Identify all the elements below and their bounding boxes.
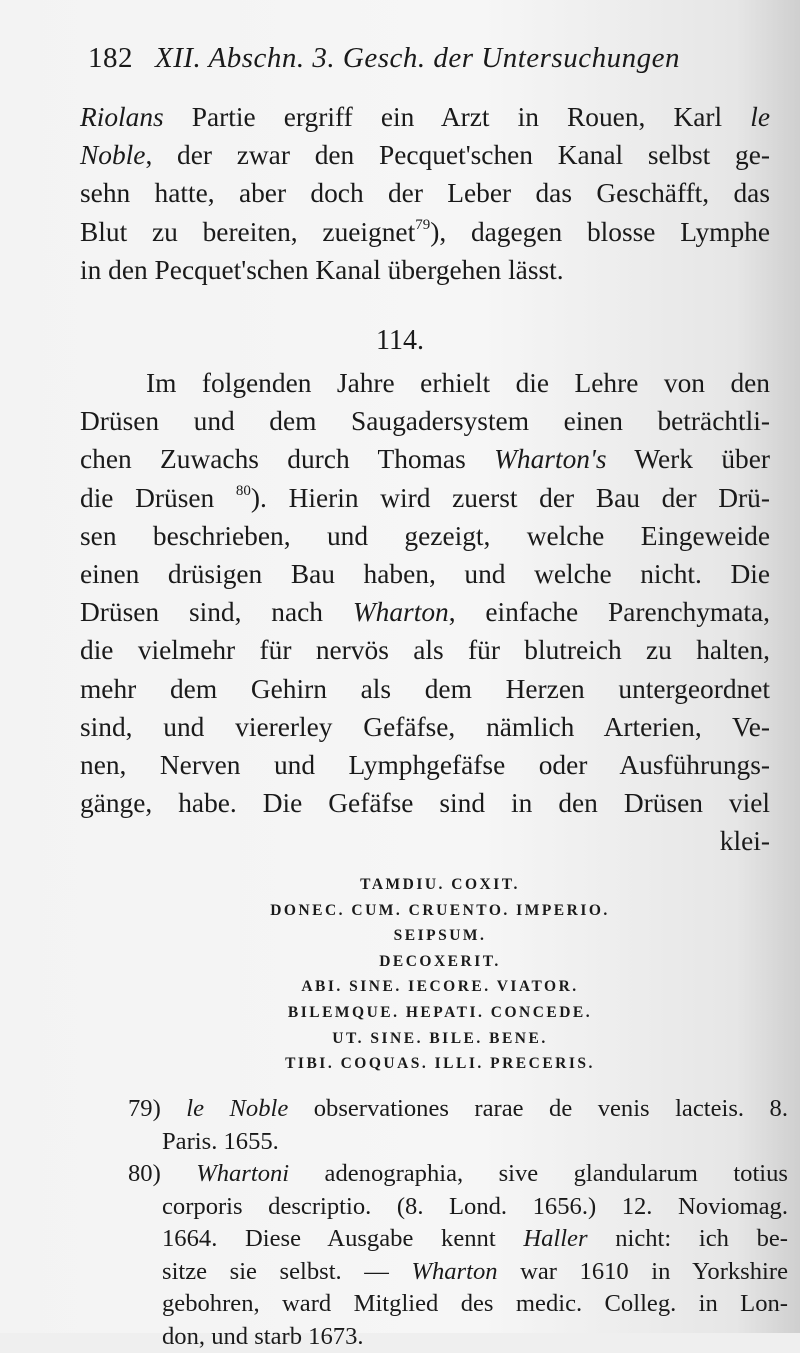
page-number: 182: [88, 42, 133, 74]
section-number: 114.: [0, 325, 800, 357]
text-line: gänge, habe. Die Gefäfse sind in den Drüsen viel: [80, 784, 770, 822]
footnote-line: [128, 1158, 788, 1191]
footnote-line: Paris. 1655.: [128, 1126, 788, 1159]
inscription-line: TIBI. COQUAS. ILLI. PRECERIS.: [140, 1051, 740, 1077]
text-line: [80, 213, 770, 251]
text-line: die vielmehr für nervös als für blutreich zu halten,: [80, 631, 770, 669]
name-le: le: [750, 102, 770, 132]
footnote-ref-80: 80: [236, 483, 251, 499]
text-run: war 1610 in Yorkshire: [498, 1258, 788, 1285]
text-run: , der zwar den Pecquet'schen Kanal selbst ge-: [145, 140, 770, 170]
text-line: [80, 136, 770, 174]
text-line: sen beschrieben, und gezeigt, welche Eingeweide: [80, 517, 770, 555]
text-line: [80, 440, 770, 478]
name-noble: Noble: [80, 140, 145, 170]
footnote-79: [128, 1093, 788, 1158]
footnote-line: don, und starb 1673.: [128, 1321, 788, 1353]
name-riolans: Riolans: [80, 102, 164, 132]
text-run: , einfache Parenchymata,: [449, 597, 770, 627]
footnote-80: [128, 1158, 788, 1353]
text-run: Werk über: [606, 444, 770, 474]
paragraph-continuation: [80, 98, 770, 289]
name-wharton: Wharton: [411, 1258, 497, 1285]
text-run: observationes rarae de venis lacteis. 8.: [288, 1095, 788, 1122]
footnote-ref-79: 79: [415, 217, 430, 233]
text-run: Partie ergriff ein Arzt in Rouen, Karl: [164, 102, 751, 132]
footnote-author: Whartoni: [196, 1160, 289, 1187]
inscription-line: TAMDIU. COXIT.: [140, 872, 740, 898]
text-line: Im folgenden Jahre erhielt die Lehre von den: [80, 364, 770, 402]
text-line: sehn hatte, aber doch der Leber das Geschäfft, das: [80, 174, 770, 212]
name-whartons: Wharton's: [494, 444, 606, 474]
footnotes: [128, 1093, 788, 1353]
name-wharton: Wharton: [353, 597, 449, 627]
text-run: ), dagegen blosse Lymphe: [430, 217, 770, 247]
footnote-line: gebohren, ward Mitglied des medic. Colleg. in Lon-: [128, 1288, 788, 1321]
footnote-line: corporis descriptio. (8. Lond. 1656.) 12. Noviomag.: [128, 1191, 788, 1224]
inscription-line: DONEC. CUM. CRUENTO. IMPERIO.: [140, 898, 740, 924]
catchword: klei-: [80, 822, 770, 860]
running-title: XII. Abschn. 3. Gesch. der Untersuchungen: [155, 42, 680, 74]
text-run: Drüsen sind, nach: [80, 597, 353, 627]
text-line: [80, 98, 770, 136]
epitaph-inscription: [140, 872, 740, 1077]
text-line: einen drüsigen Bau haben, und welche nicht. Die: [80, 555, 770, 593]
text-run: chen Zuwachs durch Thomas: [80, 444, 494, 474]
text-run: 1664. Diese Ausgabe kennt: [162, 1225, 523, 1252]
inscription-line: BILEMQUE. HEPATI. CONCEDE.: [140, 1000, 740, 1026]
footnote-line: [128, 1256, 788, 1289]
text-run: sitze sie selbst. —: [162, 1258, 411, 1285]
footnote-marker: 79): [128, 1095, 161, 1122]
running-header: [88, 42, 728, 75]
name-haller: Haller: [523, 1225, 587, 1252]
text-run: ). Hierin wird zuerst der Bau der Drü-: [251, 483, 770, 513]
text-run: nicht: ich be-: [588, 1225, 788, 1252]
text-line: [80, 479, 770, 517]
text-run: die Drüsen: [80, 483, 236, 513]
text-line: mehr dem Gehirn als dem Herzen untergeordnet: [80, 670, 770, 708]
inscription-line: SEIPSUM.: [140, 923, 740, 949]
text-run: Blut zu bereiten, zueignet: [80, 217, 415, 247]
inscription-line: DECOXERIT.: [140, 949, 740, 975]
text-line: in den Pecquet'schen Kanal übergehen lässt.: [80, 251, 770, 289]
footnote-author: le Noble: [186, 1095, 288, 1122]
text-line: nen, Nerven und Lymphgefäfse oder Ausführungs-: [80, 746, 770, 784]
inscription-line: ABI. SINE. IECORE. VIATOR.: [140, 974, 740, 1000]
text-line: [80, 593, 770, 631]
paragraph-114: [80, 364, 770, 861]
inscription-line: UT. SINE. BILE. BENE.: [140, 1026, 740, 1052]
text-run: adenographia, sive glandularum totius: [289, 1160, 788, 1187]
text-line: sind, und viererley Gefäfse, nämlich Arterien, Ve-: [80, 708, 770, 746]
footnote-line: [128, 1093, 788, 1126]
text-line: Drüsen und dem Saugadersystem einen beträchtli-: [80, 402, 770, 440]
footnote-line: [128, 1223, 788, 1256]
footnote-marker: 80): [128, 1160, 161, 1187]
